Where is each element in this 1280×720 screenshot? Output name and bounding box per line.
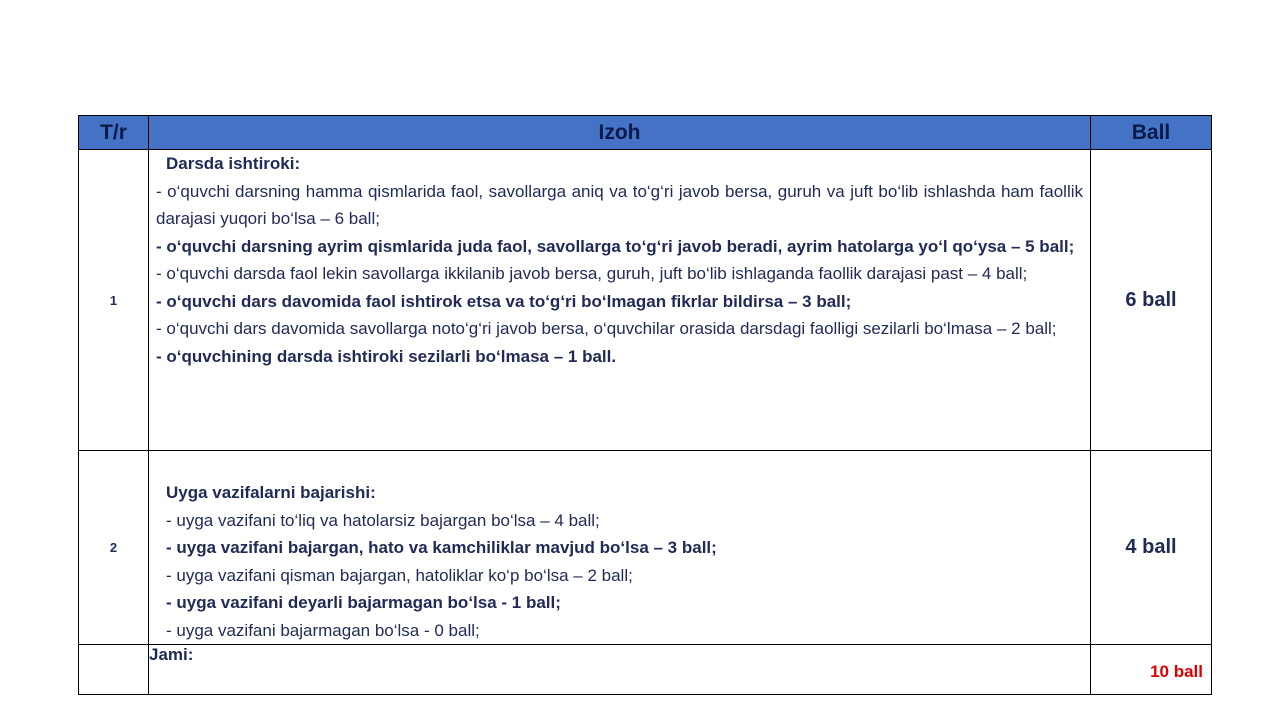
criterion-item: - o‘quvchi darsda faol lekin savollarga ikkilanib javob bersa, guruh, juft bo‘lib ishlaganda faollik darajasi past – 4 ball; [156, 264, 1028, 283]
grading-table [78, 115, 1212, 695]
row-description [149, 451, 1091, 645]
criterion-item: - uyga vazifani to‘liq va hatolarsiz bajargan bo‘lsa – 4 ball; [166, 510, 600, 530]
row-number: 2 [79, 451, 149, 645]
criterion-item: - uyga vazifani deyarli bajarmagan bo‘lsa - 1 ball; [166, 593, 561, 612]
criterion-item: - o‘quvchining darsda ishtiroki sezilarli bo‘lmasa – 1 ball. [156, 346, 617, 366]
header-ball: Ball [1091, 116, 1212, 150]
header-desc: Izoh [149, 116, 1091, 150]
criterion-title: Darsda ishtiroki: [166, 154, 301, 173]
criterion-title: Uyga vazifalarni bajarishi: [166, 483, 376, 502]
table-header-row [79, 116, 1212, 150]
row-ball: 4 ball [1091, 451, 1212, 645]
criterion-item: - o‘quvchi dars davomida faol ishtirok etsa va to‘g‘ri bo‘lmagan fikrlar bildirsa – 3 ball; [156, 291, 852, 311]
row-description [149, 150, 1091, 451]
criterion-item: - uyga vazifani bajarmagan bo‘lsa - 0 ball; [166, 620, 480, 640]
table-row [79, 150, 1212, 451]
row-ball: 6 ball [1091, 150, 1212, 451]
table-row [79, 451, 1212, 645]
row-number: 1 [79, 150, 149, 451]
total-label: Jami: [149, 645, 1091, 695]
criterion-item: - o‘quvchi darsning ayrim qismlarida juda faol, savollarga to‘g‘ri javob beradi, ayrim hatolarga yo‘l qo‘ysa – 5 ball; [156, 236, 1075, 256]
criterion-item: - uyga vazifani bajargan, hato va kamchiliklar mavjud bo‘lsa – 3 ball; [166, 538, 717, 557]
criterion-item: - o‘quvchi darsning hamma qismlarida faol, savollarga aniq va to‘g‘ri javob bersa, guruh va juft bo‘lib ishlashda ham faollik darajasi yuqori bo‘lsa – 6 ball; [156, 181, 1083, 228]
total-value: 10 ball [1091, 645, 1212, 695]
criterion-item: - uyga vazifani qisman bajargan, hatoliklar ko‘p bo‘lsa – 2 ball; [166, 565, 633, 585]
total-empty-cell [79, 645, 149, 695]
total-row [79, 645, 1212, 695]
header-num: T/r [79, 116, 149, 150]
criterion-item: - o‘quvchi dars davomida savollarga noto‘g‘ri javob bersa, o‘quvchilar orasida darsdagi faolligi sezilarli bo‘lmasa – 2 ball; [156, 319, 1057, 338]
